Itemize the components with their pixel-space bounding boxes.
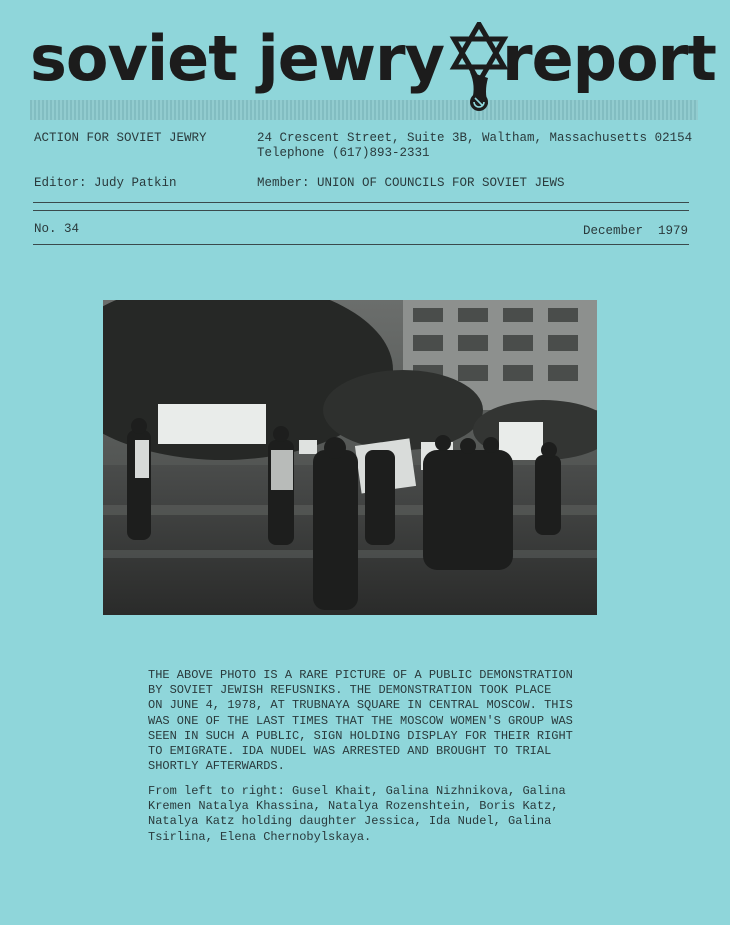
people-list: From left to right: Gusel Khait, Galina Nizhnikova, Galina Kremen Natalya Khassina, Natalya Rozenshtein, Boris Katz, Natalya Katz holding daughter Jessica, Ida Nudel, Galina Tsirlina, Elena Chernobylskaya. <box>148 784 566 844</box>
masthead-title <box>30 14 716 104</box>
address: 24 Crescent Street, Suite 3B, Waltham, Massachusetts 02154 <box>257 131 693 145</box>
editor: Editor: Judy Patkin <box>34 176 177 190</box>
photo-illustration <box>103 300 597 615</box>
masthead <box>30 14 716 114</box>
divider-top <box>33 202 689 203</box>
telephone: Telephone (617)893-2331 <box>257 146 430 160</box>
divider-top-double <box>33 210 689 211</box>
star-of-david-icon <box>448 22 510 114</box>
photo-caption: THE ABOVE PHOTO IS A RARE PICTURE OF A PUBLIC DEMONSTRATION BY SOVIET JEWISH REFUSNIKS. THE DEMONSTRATION TOOK PLACE ON JUNE 4, 1978, AT TRUBNAYA SQUARE IN CENTRAL MOSCOW. THIS WAS ONE OF THE LAST TIMES THAT THE MOSCOW WOMEN'S GROUP WAS SEEN IN SUCH A PUBLIC, SIGN HOLDING DISPLAY FOR THEIR RIGHT TO EMIGRATE. IDA NUDEL WAS ARRESTED AND BROUGHT TO TRIAL SHORTLY AFTERWARDS. <box>148 668 573 774</box>
issue-date: December 1979 <box>583 224 689 238</box>
masthead-word-jewry: jewry <box>257 22 445 95</box>
membership: Member: UNION OF COUNCILS FOR SOVIET JEWS <box>257 176 565 190</box>
issue-number: No. 34 <box>34 222 80 236</box>
divider-bottom <box>33 244 689 245</box>
org-name: ACTION FOR SOVIET JEWRY <box>34 131 207 145</box>
demonstration-photo <box>103 300 597 615</box>
masthead-word-report: report <box>502 22 716 95</box>
masthead-word-soviet: soviet <box>30 22 237 95</box>
